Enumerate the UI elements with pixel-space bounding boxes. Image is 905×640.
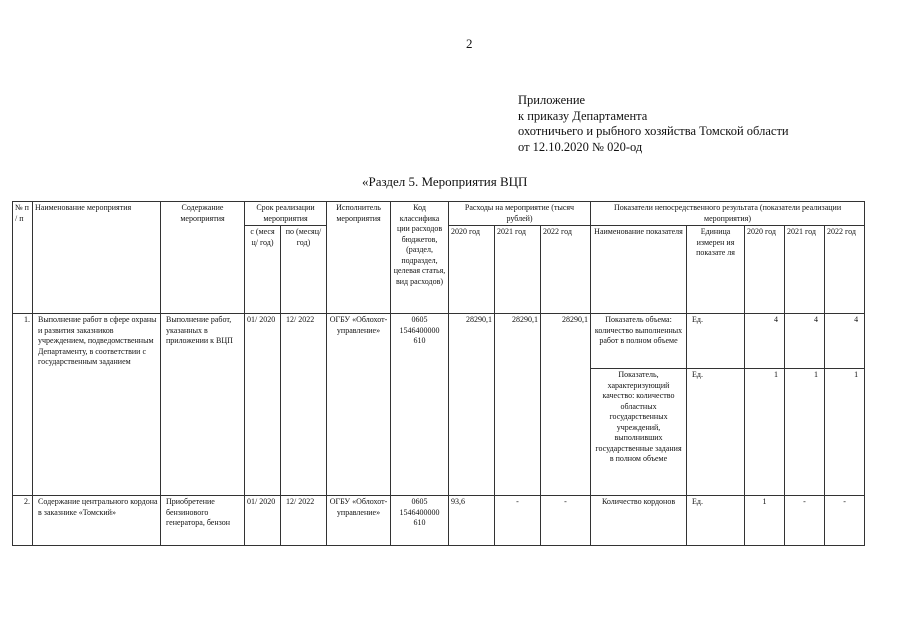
row2-content: Приобретение бензинового генератора, бензон [161, 496, 245, 546]
header-indicator-2020: 2020 год [745, 226, 785, 314]
header-period: Срок реализации мероприятия [245, 202, 327, 226]
header-code: Код классифика ции расходов бюджетов, (раздел, подраздел, целевая статья, вид расходов) [391, 202, 449, 314]
row2-indicator-name: Количество кордонов [591, 496, 687, 546]
row2-from: 01/ 2020 [245, 496, 281, 546]
row2-indicator-2021: - [785, 496, 825, 546]
header-expense-2022: 2022 год [541, 226, 591, 314]
row1-executor: ОГБУ «Облохот-управление» [327, 314, 391, 496]
row2-expense-2020: 93,6 [449, 496, 495, 546]
header-expense-2020: 2020 год [449, 226, 495, 314]
row1-indicator2-name: Показатель, характеризующий качество: количество областных государственных учреждений, выполнивших государственные задания в полном объеме [591, 369, 687, 496]
header-expenses: Расходы на мероприятие (тысяч рублей) [449, 202, 591, 226]
row1-indicator2-2022: 1 [825, 369, 865, 496]
header-row-1 [13, 202, 865, 226]
row2-expense-2022: - [541, 496, 591, 546]
header-content: Содержание мероприятия [161, 202, 245, 314]
header-period-to: по (месяц/ год) [281, 226, 327, 314]
row1-indicator1-2022: 4 [825, 314, 865, 369]
row2-indicator-2020: 1 [745, 496, 785, 546]
page-number: 2 [466, 36, 473, 51]
row1-indicator2-2020: 1 [745, 369, 785, 496]
row1-indicator2-unit: Ед. [687, 369, 745, 496]
header-indicator-2021: 2021 год [785, 226, 825, 314]
row2-name: Содержание центрального кордона в заказнике «Томский» [33, 496, 161, 546]
header-indicator-2022: 2022 год [825, 226, 865, 314]
header-executor: Исполнитель мероприятия [327, 202, 391, 314]
row1-indicator1-2020: 4 [745, 314, 785, 369]
row1-expense-2020: 28290,1 [449, 314, 495, 496]
row1-content: Выполнение работ, указанных в приложении к ВЦП [161, 314, 245, 496]
header-expense-2021: 2021 год [495, 226, 541, 314]
row2-indicator-2022: - [825, 496, 865, 546]
row2-to: 12/ 2022 [281, 496, 327, 546]
row1-indicator1-name: Показатель объема: количество выполненных работ в полном объеме [591, 314, 687, 369]
row2-code: 0605 1546400000 610 [391, 496, 449, 546]
table-row [13, 314, 865, 369]
appendix-line-3: охотничьего и рыбного хозяйства Томской области [518, 124, 789, 138]
measures-table [12, 201, 865, 546]
row1-from: 01/ 2020 [245, 314, 281, 496]
row2-executor: ОГБУ «Облохот-управление» [327, 496, 391, 546]
header-period-from: с (меся ц/ год) [245, 226, 281, 314]
row2-num: 2. [13, 496, 33, 546]
section-title: «Раздел 5. Мероприятия ВЦП [362, 174, 528, 189]
row1-code: 0605 1546400000 610 [391, 314, 449, 496]
appendix-line-2: к приказу Департамента [518, 108, 648, 123]
appendix-line-1: Приложение [518, 93, 586, 107]
row2-expense-2021: - [495, 496, 541, 546]
header-num: № п / п [13, 202, 33, 314]
table-row [13, 496, 865, 546]
appendix-line-4: от 12.10.2020 № 020-од [518, 139, 643, 154]
row1-indicator1-unit: Ед. [687, 314, 745, 369]
row1-name: Выполнение работ в сфере охраны и развития заказников учреждением, подведомственным Департаменту, в соответствии с государственным заданием [33, 314, 161, 496]
header-indicator-name: Наименование показателя [591, 226, 687, 314]
row1-indicator2-2021: 1 [785, 369, 825, 496]
appendix-header [518, 93, 789, 155]
row1-to: 12/ 2022 [281, 314, 327, 496]
header-indicators: Показатели непосредственного результата (показатели реализации мероприятия) [591, 202, 865, 226]
row1-indicator1-2021: 4 [785, 314, 825, 369]
header-name: Наименование мероприятия [33, 202, 161, 314]
row1-num: 1. [13, 314, 33, 496]
row1-expense-2022: 28290,1 [541, 314, 591, 496]
row1-expense-2021: 28290,1 [495, 314, 541, 496]
row2-indicator-unit: Ед. [687, 496, 745, 546]
header-indicator-unit: Единица измерен ия показате ля [687, 226, 745, 314]
